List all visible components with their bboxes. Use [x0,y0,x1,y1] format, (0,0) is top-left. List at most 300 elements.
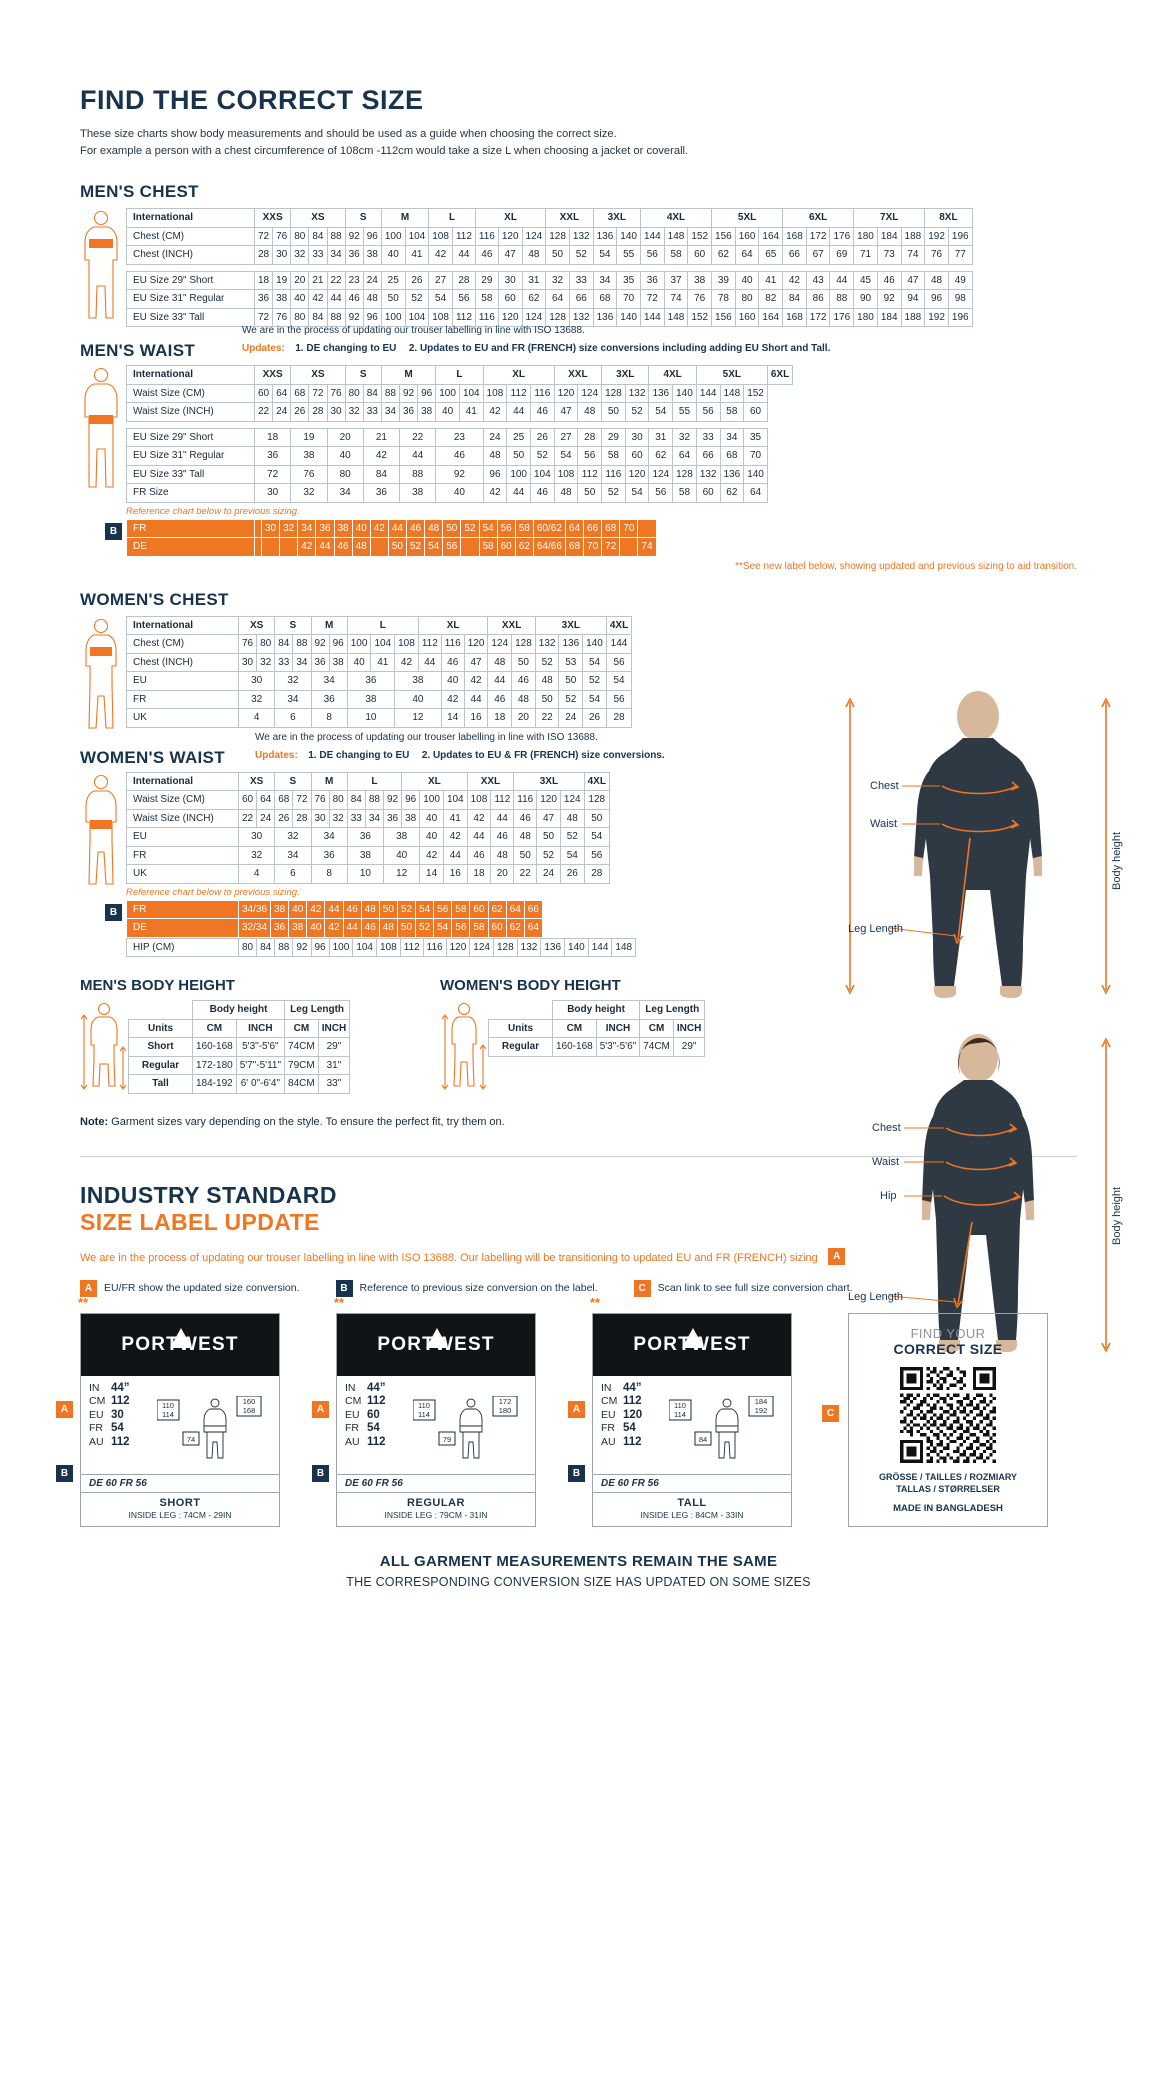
cell: 46 [343,900,361,919]
svg-text:172: 172 [498,1396,512,1406]
cell: 14 [441,709,464,728]
size-xxs: XXS [255,366,291,385]
group-header: Body height [553,1001,640,1020]
cell: 21 [363,428,399,447]
cell: 42 [307,900,325,919]
cell: 148 [664,308,688,327]
cell: 104 [353,938,377,957]
table-row [127,919,543,938]
cell: 40 [307,919,325,938]
cell: 5'3"-5'6" [236,1038,284,1057]
cell: 44 [491,809,514,828]
cell: 60 [498,290,522,309]
row-label: EU [127,672,239,691]
qr-card [826,1313,1048,1527]
cell: 52 [602,484,626,503]
cell: 88 [830,290,854,309]
cell: 96 [418,384,436,403]
cell: 66 [696,447,720,466]
cell: 80 [239,938,257,957]
unit-cell: INCH [596,1019,640,1038]
label-asterisks: ** [78,1294,89,1310]
cell: 36 [345,246,363,265]
cell: 144 [640,227,664,246]
label-size-key: FR [601,1422,615,1435]
cell: 112 [507,384,531,403]
cell: 33 [696,428,720,447]
brand-name: PORTWEST [633,1333,751,1355]
cell: 66 [584,519,602,538]
size-l: L [347,616,418,635]
cell: 80 [327,465,363,484]
cell: 164 [759,308,783,327]
womens-body-height-title: WOMEN'S BODY HEIGHT [440,977,621,995]
cell: 54 [593,246,617,265]
cell: 4 [239,709,275,728]
cell: 38 [291,447,327,466]
cell: 116 [475,227,498,246]
label-inside-leg: INSIDE LEG : 74CM - 29IN [128,1509,232,1520]
cell: 62 [649,447,673,466]
table-row [127,484,793,503]
cell: 54 [554,447,578,466]
cell: 47 [554,403,578,422]
cell: 30 [262,519,280,538]
cell: 74CM [285,1038,319,1057]
label-previous-conversion: DE 60 FR 56 [337,1474,535,1492]
cell: 164 [759,227,783,246]
cell: 62 [506,919,524,938]
cell: 47 [464,653,488,672]
cell: 42 [464,672,488,691]
cell: 136 [541,938,565,957]
cell [620,538,638,557]
cell: 58 [664,246,688,265]
svg-text:110: 110 [674,1400,686,1410]
cell: 104 [405,308,429,327]
cell: 88 [381,384,399,403]
cell: 30 [327,403,345,422]
row-label: EU Size 31" Regular [127,447,255,466]
footer-line-2: THE CORRESPONDING CONVERSION SIZE HAS UPDATED ON SOME SIZES [346,1574,811,1589]
cell: 50 [381,290,405,309]
label-size-row [89,1436,130,1450]
cell: 124 [649,465,673,484]
cell: 30 [498,271,522,290]
cell: 46 [514,809,537,828]
label-size-row [89,1422,130,1436]
row-label: DE [127,538,255,557]
size-s: S [345,366,381,385]
label-size-value: 112 [623,1395,642,1408]
cell: 80 [735,290,759,309]
unit-cell: CM [193,1019,237,1038]
cell: 79CM [285,1056,319,1075]
cell: 5'3"-5'6" [596,1038,640,1057]
cell: 86 [806,290,830,309]
cell: 48 [925,271,949,290]
cell: 28 [255,246,273,265]
cell: 34 [593,271,617,290]
cell: 38 [271,900,289,919]
cell: 40 [291,290,309,309]
cell: 48 [514,828,537,847]
size-3xl: 3XL [514,772,584,791]
cell: 52 [560,828,584,847]
cell: 18 [255,271,273,290]
cell: 19 [291,428,327,447]
cell: 54 [625,484,649,503]
female-figure-height-icon [440,1000,482,1092]
size-7xl: 7XL [854,209,925,228]
badge-b-mens: B [105,523,122,540]
table-row [127,772,610,791]
label-size-key: CM [345,1395,362,1408]
table-gap-row [127,264,973,271]
male-label-body-height: Body height [1111,831,1123,890]
qr-title-2: CORRECT SIZE [893,1340,1003,1357]
size-m: M [311,616,347,635]
cell: 120 [464,635,488,654]
cell: 65 [759,246,783,265]
cell: 44 [325,900,343,919]
cell: 48 [560,809,584,828]
male-figure-height-icon [80,1000,122,1092]
cell: 38 [384,828,420,847]
cell: 42 [309,290,327,309]
cell: 42 [298,538,316,557]
label-size-row [601,1395,642,1409]
cell: 116 [602,465,626,484]
cell: 6 [275,865,311,884]
size-s: S [345,209,381,228]
cell: 41 [443,809,467,828]
cell: 41 [759,271,783,290]
unit-cell: CM [640,1019,674,1038]
cell: 68 [602,519,620,538]
cell: 34 [311,828,347,847]
col-header-international: International [127,616,239,635]
cell: 32 [275,828,311,847]
cell: 92 [293,938,311,957]
cell [489,1001,553,1020]
page-title: FIND THE CORRECT SIZE [80,85,424,115]
cell: 80 [257,635,275,654]
label-previous-conversion: DE 60 FR 56 [81,1474,279,1492]
male-figure-chest-icon [80,208,122,323]
table-row [127,271,973,290]
cell: 24 [273,403,291,422]
label-fit: TALL [677,1496,707,1509]
table-gap-row [127,421,793,428]
size-label-card [572,1294,792,1527]
cell: 120 [625,465,649,484]
cell: 38 [395,672,442,691]
size-3xl: 3XL [602,366,649,385]
cell: 160-168 [193,1038,237,1057]
size-6xl: 6XL [767,366,792,385]
cell: 56 [649,484,673,503]
qr-footer-3: MADE IN BANGLADESH [893,1502,1003,1514]
cell: 32 [673,428,697,447]
cell: 60 [239,791,257,810]
label-asterisks: ** [334,1294,345,1310]
cell: 92 [877,290,901,309]
cell: 42 [441,690,464,709]
size-5xl: 5XL [712,209,783,228]
cell: 36 [640,271,664,290]
size-m: M [311,772,347,791]
cell: 38 [334,519,352,538]
row-label: FR [127,900,239,919]
legend-text-b: Reference to previous size conversion on the label. [359,1282,598,1294]
table-row [127,246,973,265]
cell: 192 [925,308,949,327]
cell: 180 [854,227,878,246]
cell: 132 [517,938,541,957]
cell: 100 [381,308,405,327]
cell: 48 [554,484,578,503]
cell: 40 [381,246,405,265]
cell: 46 [531,403,555,422]
group-header: Body height [193,1001,285,1020]
cell: 76 [273,308,291,327]
cell: 56 [443,538,461,557]
row-label: UK [127,865,239,884]
cell: 90 [854,290,878,309]
label-size-row [345,1409,386,1423]
cell: 42 [363,447,399,466]
cell: 67 [806,246,830,265]
cell: 42 [370,519,388,538]
size-m: M [381,209,428,228]
cell: 96 [311,938,329,957]
cell: 120 [554,384,578,403]
size-xxl: XXL [554,366,601,385]
cell: 48 [535,672,559,691]
table-row [127,635,632,654]
cell: 50 [514,846,537,865]
cell: 64 [546,290,570,309]
cell: 62 [720,484,744,503]
cell: 39 [712,271,736,290]
row-label: EU Size 33" Tall [127,465,255,484]
womens-waist-table [126,772,610,884]
cell [280,538,298,557]
label-size-key: AU [601,1435,616,1448]
cell: 24 [559,709,583,728]
cell: 48 [363,290,381,309]
footer-line-1: ALL GARMENT MEASUREMENTS REMAIN THE SAME [379,1552,778,1570]
cell: 76 [925,246,949,265]
cell: 25 [507,428,531,447]
cell: 4 [239,865,275,884]
cell: 16 [443,865,467,884]
table-row [127,290,973,309]
label-size-key: EU [345,1408,360,1421]
cell: 36 [311,653,329,672]
legend-badge-c: C [634,1280,651,1297]
table-row [127,538,657,557]
cell: 116 [531,384,555,403]
cell: 28 [578,428,602,447]
cell: 76 [327,384,345,403]
cell: 20 [327,428,363,447]
legend-item-b [336,1280,598,1297]
cell: 116 [475,308,498,327]
cell: 64 [673,447,697,466]
cell: 72 [640,290,664,309]
cell: 34 [365,809,383,828]
size-4xl: 4XL [584,772,609,791]
note-body: Garment sizes vary depending on the style. To ensure the perfect fit, try them on. [108,1115,505,1128]
cell: 72 [293,791,311,810]
womens-previous-sizing-table [126,900,543,938]
cell: 28 [584,865,609,884]
cell: 38 [347,690,394,709]
cell: 36 [347,672,394,691]
cell: 48 [488,653,512,672]
cell: 46 [441,653,464,672]
cell: 33 [275,653,293,672]
mens-chest-table [126,208,973,327]
cell: 68 [593,290,617,309]
cell: 50 [388,538,406,557]
cell: 70 [584,538,602,557]
cell: 41 [405,246,429,265]
mens-chest-title: MEN'S CHEST [80,182,199,202]
cell: 25 [381,271,405,290]
cell: 20 [291,271,309,290]
cell: 37 [664,271,688,290]
cell: 100 [420,791,444,810]
cell: 55 [617,246,641,265]
table-row [129,1038,350,1057]
row-label: UK [127,709,239,728]
row-label: Chest (INCH) [127,653,239,672]
cell: 53 [559,653,583,672]
label-size-key: FR [345,1422,359,1435]
cell: 128 [584,791,609,810]
cell: 144 [696,384,720,403]
row-label: EU Size 33" Tall [127,308,255,327]
womens-hip-table [126,938,636,958]
cell: 41 [371,653,395,672]
label-size-row [89,1409,130,1423]
cell: 108 [395,635,419,654]
cell: 50 [507,447,531,466]
cell: 27 [429,271,453,290]
cell: 38 [400,484,436,503]
size-xs: XS [291,209,345,228]
table-row [127,938,636,957]
cell: 92 [345,308,363,327]
cell: 80 [345,384,363,403]
table-row [127,519,657,538]
cell: 124 [488,635,512,654]
label-size-row [601,1409,642,1423]
cell: 50 [512,653,536,672]
cell: 60 [625,447,649,466]
cell: 28 [606,709,631,728]
row-label: FR [127,519,255,538]
size-l: L [347,772,401,791]
cell: 56 [578,447,602,466]
table-row [127,616,632,635]
cell: 84 [275,635,293,654]
cell: 32 [239,690,275,709]
label-pictogram [157,1396,269,1471]
qr-code-icon[interactable] [900,1367,996,1463]
cell: 140 [744,465,768,484]
cell: 18 [467,865,491,884]
row-label: Waist Size (INCH) [127,809,239,828]
cell: 62 [488,900,506,919]
cell: 58 [673,484,697,503]
cell: 34 [275,846,311,865]
legend-text-a: EU/FR show the updated size conversion. [104,1282,300,1294]
cell: 136 [559,635,583,654]
cell: 96 [925,290,949,309]
cell: 50 [537,828,561,847]
cell: 128 [493,938,517,957]
size-m: M [381,366,435,385]
label-size-key: CM [601,1395,618,1408]
cell: 42 [443,828,467,847]
cell: 32 [291,484,327,503]
mens-waist-table [126,365,793,503]
row-label: Waist Size (INCH) [127,403,255,422]
cell: 44 [316,538,334,557]
cell: 50 [535,690,559,709]
intro-text [80,126,1077,161]
industry-title-1: INDUSTRY STANDARD [80,1181,337,1208]
table-row [127,384,793,403]
cell: 34 [298,519,316,538]
cell [262,538,280,557]
portwest-logo [337,1314,535,1376]
svg-text:114: 114 [418,1409,430,1419]
cell: 64 [735,246,759,265]
male-figure-waist-icon [80,365,122,495]
female-label-body-height: Body height [1111,1186,1123,1245]
cell: 76 [311,791,329,810]
cell: 62 [522,290,546,309]
cell: 74 [638,538,656,557]
cell: 50 [379,900,397,919]
cell: 188 [901,308,925,327]
cell: 32/34 [239,919,271,938]
cell: 32 [257,653,275,672]
cell: 132 [535,635,559,654]
cell: 69 [830,246,854,265]
label-size-key: EU [601,1408,616,1421]
cell: 128 [602,384,626,403]
label-size-value: 112 [367,1435,386,1448]
cell: 116 [441,635,464,654]
cell: 70 [617,290,641,309]
svg-text:110: 110 [418,1400,430,1410]
row-label: EU [127,828,239,847]
table-row [127,227,973,246]
male-label-chest: Chest [870,780,899,792]
female-label-leg-length: Leg Length [848,1291,904,1303]
cell: 140 [583,635,607,654]
label-size-key: CM [89,1395,106,1408]
cell: 46 [361,919,379,938]
cell: 44 [507,403,531,422]
cell: 104 [443,791,467,810]
